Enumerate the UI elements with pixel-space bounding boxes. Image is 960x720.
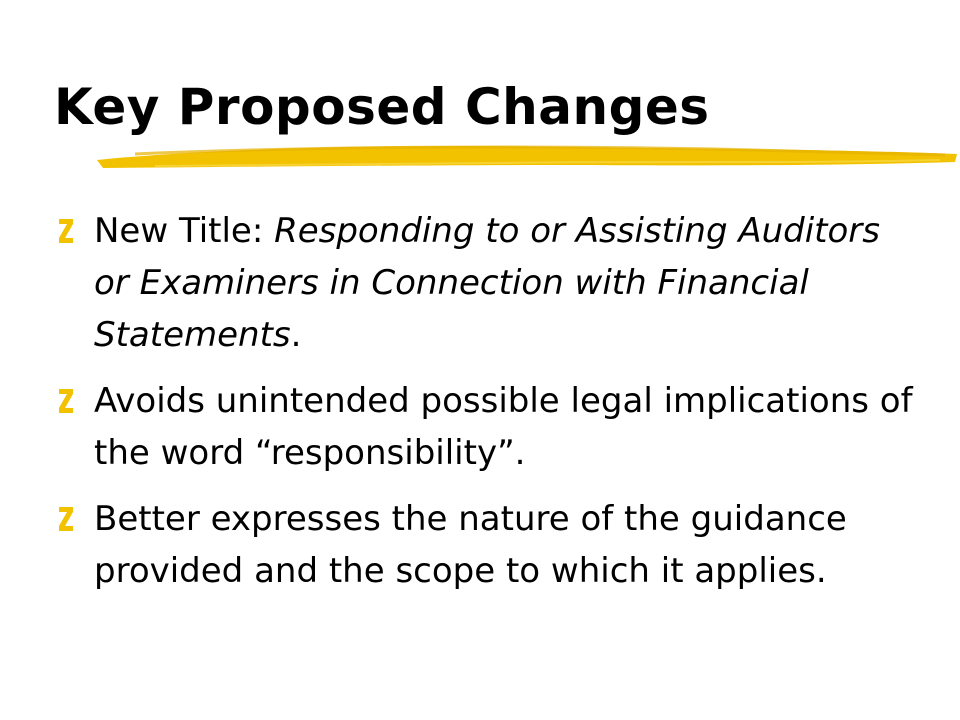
bullet-list [54, 205, 914, 611]
bullet-text-suffix: . [290, 315, 302, 355]
bullet-text-prefix: New Title: [94, 211, 275, 251]
z-bullet-icon [58, 506, 74, 532]
bullet-item-better-expresses [54, 493, 914, 597]
z-bullet-icon [58, 388, 74, 414]
bullet-text-emphasis: Responding to or Assisting Auditors or Examiners in Connection with Financial Statements [94, 211, 881, 355]
bullet-item-legal-implications [54, 375, 914, 479]
title-underline-brushstroke [95, 138, 960, 174]
bullet-item-new-title [54, 205, 914, 361]
slide-title: Key Proposed Changes [54, 78, 710, 136]
z-bullet-icon [58, 218, 74, 244]
bullet-text: Avoids unintended possible legal implications of the word “responsibility”. [94, 381, 913, 473]
bullet-text: Better expresses the nature of the guidance provided and the scope to which it applies. [94, 499, 847, 591]
